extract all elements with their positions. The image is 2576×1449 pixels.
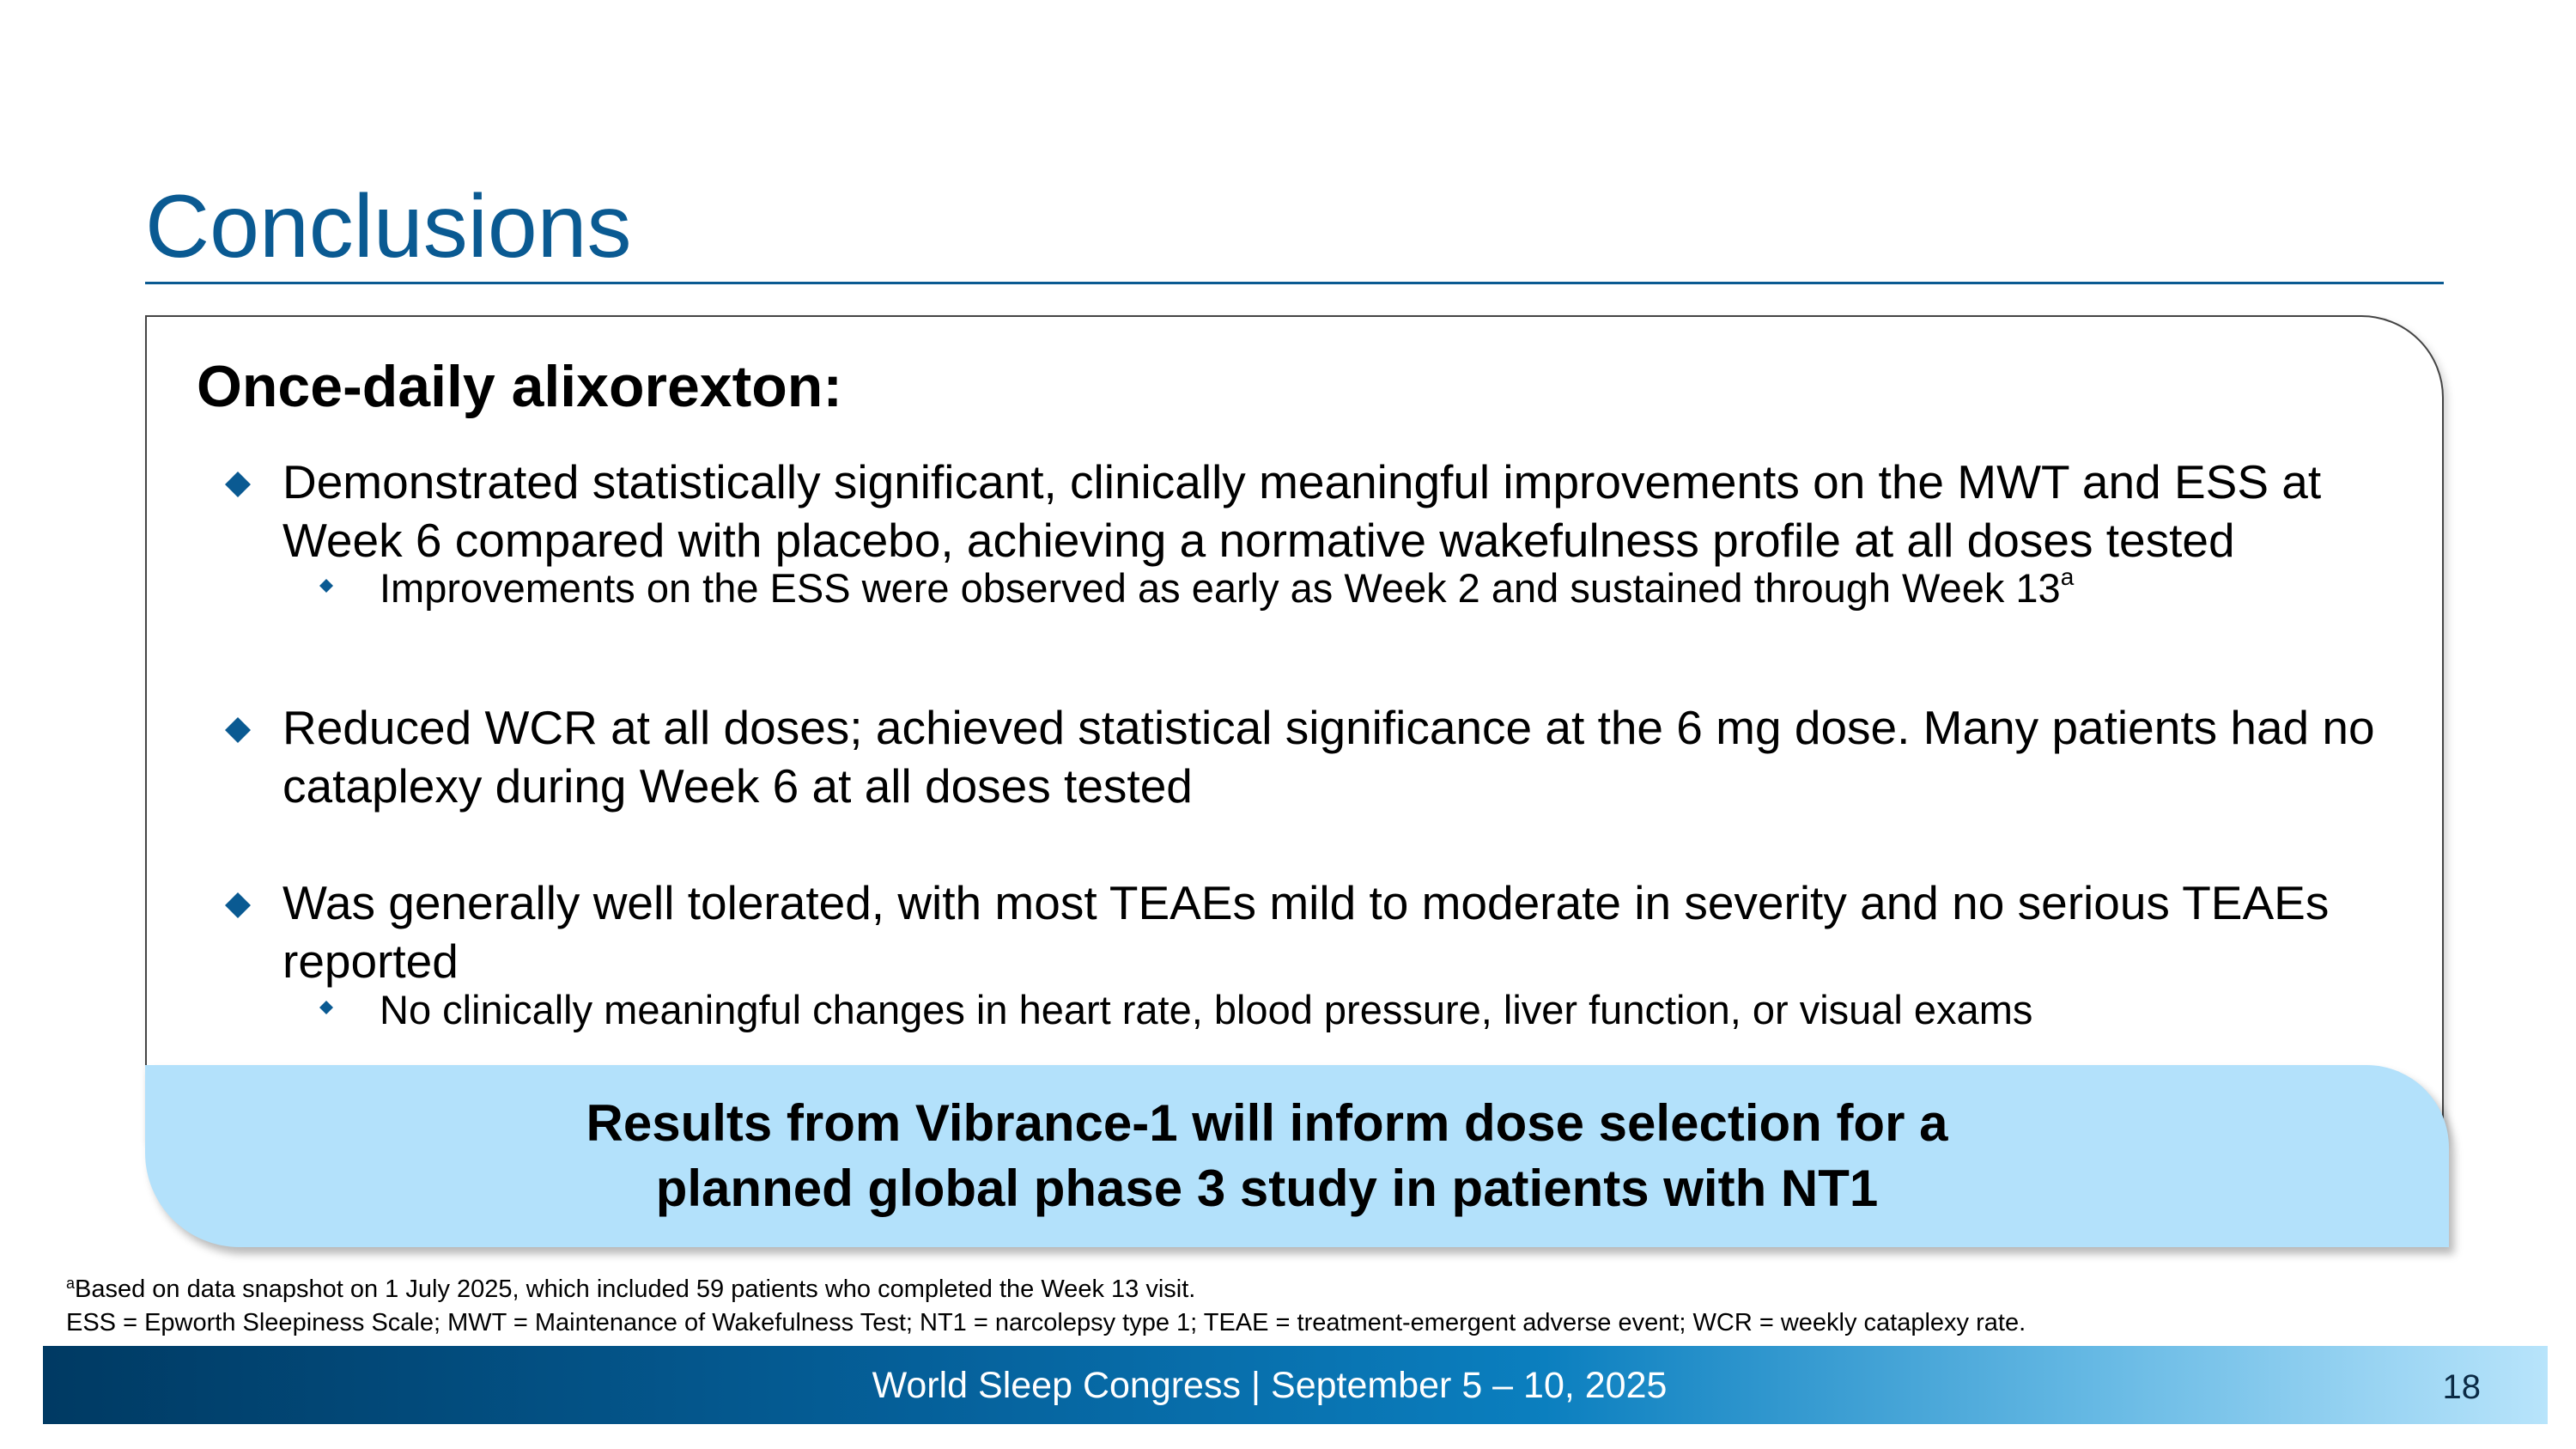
diamond-bullet-icon: [319, 579, 333, 593]
sub-bullet-text: No clinically meaningful changes in heart rate, blood pressure, liver function, or visual exams: [380, 987, 2033, 1032]
diamond-bullet-icon: [225, 717, 251, 743]
bullet-text: Demonstrated statistically significant, clinically meaningful improvements on the MWT and ESS at Week 6 compared with placebo, achieving a normative wakefulness profile at all doses tested: [283, 455, 2322, 567]
page-number: 18: [2442, 1368, 2481, 1406]
bullet-item: [225, 453, 2389, 569]
bullet-text: Reduced WCR at all doses; achieved statistical significance at the 6 mg dose. Many patients had no cataplexy during Week 6 at all doses tested: [283, 701, 2375, 813]
panel-heading: Once-daily alixorexton:: [197, 354, 842, 419]
diamond-bullet-icon: [319, 1001, 333, 1014]
sub-bullet-text: Improvements on the ESS were observed as early as Week 2 and sustained through Week 13: [380, 565, 2061, 611]
footer-bar: [43, 1346, 2548, 1424]
bullet-item: [225, 874, 2389, 990]
sub-bullet-item: [319, 563, 2380, 613]
abbreviations-footnote: ESS = Epworth Sleepiness Scale; MWT = Maintenance of Wakefulness Test; NT1 = narcolepsy type 1; TEAE = treatment-emergent adverse event; WCR = weekly cataplexy rate.: [66, 1309, 2026, 1336]
footnote-text: Based on data snapshot on 1 July 2025, which included 59 patients who completed the Week 13 visit.: [75, 1275, 1196, 1303]
slide-title: Conclusions: [145, 177, 632, 277]
diamond-bullet-icon: [225, 472, 251, 497]
footnote-marker: a: [66, 1275, 76, 1292]
diamond-bullet-icon: [225, 892, 251, 918]
footnote-marker: a: [2060, 563, 2075, 590]
sub-bullet-item: [319, 985, 2380, 1035]
footer-text: World Sleep Congress | September 5 – 10, 2025: [872, 1365, 1668, 1406]
bullet-item: [225, 698, 2389, 815]
title-divider: [145, 282, 2444, 284]
banner-text: Results from Vibrance-1 will inform dose selection for a planned global phase 3 study in patients with NT1: [586, 1094, 1948, 1217]
key-takeaway-banner: [145, 1065, 2449, 1247]
bullet-text: Was generally well tolerated, with most TEAEs mild to moderate in severity and no serious TEAEs reported: [283, 876, 2330, 988]
footnote-a: [66, 1277, 1195, 1302]
